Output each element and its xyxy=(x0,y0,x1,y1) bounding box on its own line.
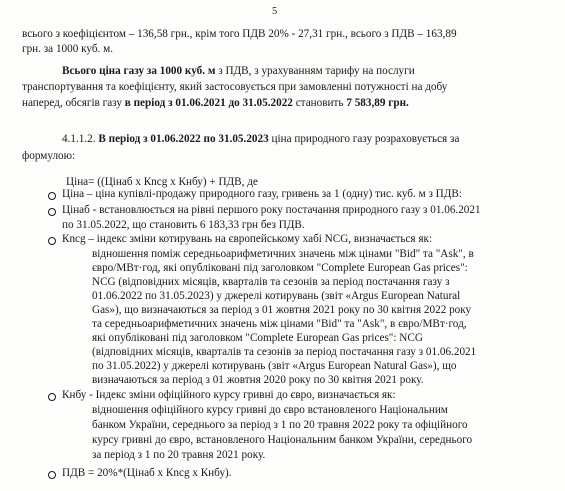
bullet-icon xyxy=(48,393,56,401)
bullet-icon xyxy=(48,192,56,200)
plain-phrase: становить xyxy=(292,97,347,109)
clause-number: 4.1.1.2. xyxy=(62,133,99,145)
text-line: відношення офіційного курсу гривні до євро встановленого Національним xyxy=(92,404,448,416)
text-line: Кncg – індекс зміни котирувань на європейському хабі NCG, визначається як: xyxy=(62,233,433,245)
page-number: 5 xyxy=(272,6,278,17)
text-line: всього з коефіцієнтом – 136,58 грн., крім того ПДВ 20% - 27,31 грн., всього з ПДВ – 163,89 xyxy=(22,28,457,40)
text-line: по 31.05.2022, що становить 6 183,33 грн без ПДВ. xyxy=(62,219,305,231)
text-line: курсу гривні до євро, встановленого Національним банком України, середнього xyxy=(92,434,473,446)
text-line: 01.06.2022 по 31.05.2023) у джерелі котирувань (звіт «Argus European Natural xyxy=(92,290,461,302)
bold-phrase: Всього ціна газу за 1000 куб. м xyxy=(62,65,216,77)
text-line: та середньоарифметичних значень між цінами "Bid" та "Ask", в євро/МВт·год, xyxy=(92,318,467,330)
bold-phrase: в період з 01.06.2021 до 31.05.2022 xyxy=(124,97,293,109)
text-line xyxy=(22,97,409,110)
text-line: євро/МВт·год, які опубліковані під заголовком "Complete European Gas prices": xyxy=(92,262,468,274)
text-line: Gas»), що визначаються за період з 01 жовтня 2021 року по 30 квітня 2022 року xyxy=(92,304,472,316)
text-line xyxy=(62,133,459,146)
text-line: по 31.05.2022) у джерелі котирувань (звіт «Argus European Natural Gas»), що xyxy=(92,360,457,372)
text-line: за період з 1 по 20 травня 2021 року. xyxy=(92,449,266,461)
bullet-icon xyxy=(48,471,56,479)
text-line: банком України, середнього за період з 1 по 20 травня 2022 року та офіційного xyxy=(92,419,468,431)
text-line: формулою: xyxy=(22,150,76,162)
formula-line: ПДВ = 20%*(Цінаб х Кncg х Кнбу). xyxy=(62,467,232,479)
text-line: NCG (відповідних місяців, кварталів та сезонів за період постачання газу з xyxy=(92,276,450,288)
bullet-icon xyxy=(48,237,56,245)
text-line xyxy=(62,65,415,78)
text-line: які опубліковані під заголовком "Complete European Gas prices": NCG xyxy=(92,332,423,344)
text-line: Ціна – ціна купівлі-продажу природного газу, гривень за 1 (одну) тис. куб. м з ПДВ: xyxy=(62,188,462,200)
formula-line: Ціна= ((Цінаб х Кncg х Кнбу) + ПДВ, де xyxy=(66,176,258,188)
text-line: Кнбу - Індекс зміни офіційного курсу гривні до євро, визначається як: xyxy=(62,389,396,401)
plain-phrase: з ПДВ, з урахуванням тарифу на послуги xyxy=(215,65,415,77)
text-line: транспортування та коефіцієнту, який застосовується при замовленні потужності на добу xyxy=(22,81,448,93)
text-line: (відповідних місяців, кварталів та сезонів за період постачання газу з 01.06.2021 xyxy=(92,346,477,358)
text-line: грн. за 1000 куб. м. xyxy=(22,43,114,55)
bold-phrase: В період з 01.06.2022 по 31.05.2023 xyxy=(98,133,269,145)
text-line: визначаються за період з 01 жовтня 2020 року по 30 квітня 2021 року. xyxy=(92,374,424,386)
text-line: відношення поміж середньоарифметичних значень між цінами "Bid" та "Ask", в xyxy=(92,248,474,260)
plain-phrase: наперед, обсягів газу xyxy=(22,97,125,109)
text-line: Цінаб - встановлюється на рівні першого року постачання природного газу з 01.06.2021 xyxy=(62,204,481,216)
bold-phrase: 7 583,89 грн. xyxy=(346,97,409,109)
plain-phrase: ціна природного газу розраховується за xyxy=(268,133,460,145)
bullet-icon xyxy=(48,208,56,216)
